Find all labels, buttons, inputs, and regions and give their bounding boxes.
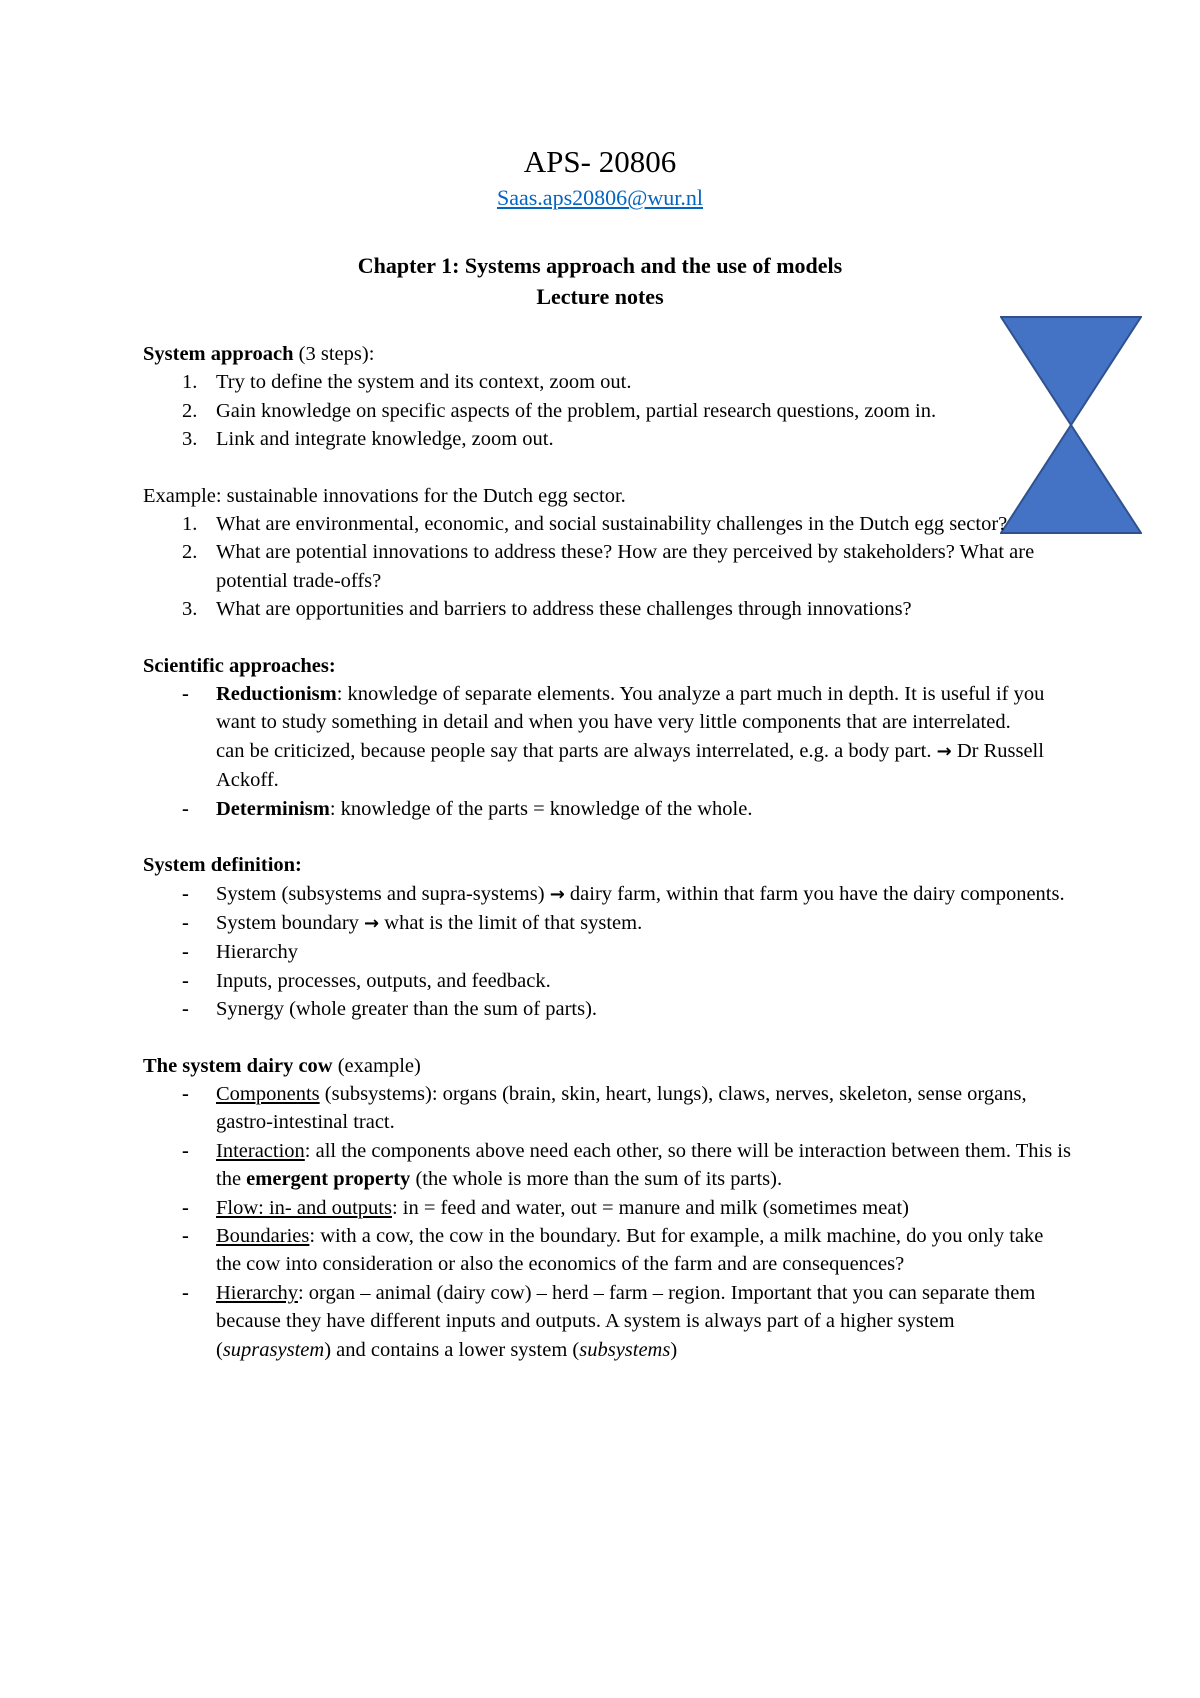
arrow-right-icon: → xyxy=(549,883,565,905)
list-item-components: - Components (subsystems): organs (brain, skin, heart, lungs), claws, nerves, skeleton, sense organs, gastro-intestinal tract. xyxy=(182,1082,1027,1134)
list-item-interaction: - Interaction: all the components above need each other, so there will be interaction between them. This is the emergent property (the whole is more than the sum of its parts). xyxy=(182,1139,1071,1191)
arrow-right-icon: → xyxy=(364,912,380,934)
chapter-heading: Chapter 1: Systems approach and the use of models xyxy=(357,253,843,278)
list-item: - Synergy (whole greater than the sum of parts). xyxy=(182,998,598,1021)
list-item-determinism: - Determinism: knowledge of the parts = knowledge of the whole. xyxy=(182,797,753,820)
document-body xyxy=(143,340,1073,1364)
dairy-cow-list xyxy=(143,1080,1073,1364)
system-definition-list xyxy=(143,880,1073,1024)
list-item: 2. Gain knowledge on specific aspects of the problem, partial research questions, zoom in. xyxy=(182,399,937,422)
list-item: 3. Link and integrate knowledge, zoom out. xyxy=(182,428,554,451)
arrow-right-icon: → xyxy=(936,740,952,762)
list-item: - System (subsystems and supra-systems) → dairy farm, within that farm you have the dairy components. xyxy=(182,882,1065,905)
list-item-boundaries: - Boundaries: with a cow, the cow in the boundary. But for example, a milk machine, do you only take the cow into consideration or also the economics of the farm and are consequences? xyxy=(182,1224,1044,1276)
example-intro: Example: sustainable innovations for the Dutch egg sector. xyxy=(143,484,626,507)
system-approach-steps xyxy=(143,368,1073,453)
example-questions xyxy=(143,510,1073,624)
list-item-flow: - Flow: in- and outputs: in = feed and water, out = manure and milk (sometimes meat) xyxy=(182,1196,909,1219)
list-item: 2. What are potential innovations to address these? How are they perceived by stakeholders? What are potential trade-offs? xyxy=(182,541,1035,592)
list-item: - Inputs, processes, outputs, and feedback. xyxy=(182,969,551,992)
list-item: 1. What are environmental, economic, and social sustainability challenges in the Dutch egg sector? xyxy=(182,513,1008,536)
list-item: 1. Try to define the system and its context, zoom out. xyxy=(182,371,632,394)
chapter-subtitle: Lecture notes xyxy=(536,284,664,309)
list-item-reductionism: - Reductionism: knowledge of separate elements. You analyze a part much in depth. It is useful if you want to study something in detail and when you have very little components that are interrelated. can be criticized, because people say that parts are always interrelated, e.g. a body part. → Dr Russell Ackoff. xyxy=(182,683,1045,792)
list-item: - System boundary → what is the limit of that system. xyxy=(182,911,643,934)
email-link[interactable]: Saas.aps20806@wur.nl xyxy=(496,185,704,210)
list-item-hierarchy: - Hierarchy: organ – animal (dairy cow) – herd – farm – region. Important that you can separate them because they have different inputs and outputs. A system is always part of a higher system (suprasystem) and contains a lower system (subsystems) xyxy=(182,1281,1036,1361)
document-title: APS- 20806 xyxy=(523,144,677,179)
scientific-approaches-heading: Scientific approaches: xyxy=(143,654,336,677)
list-item: 3. What are opportunities and barriers to address these challenges through innovations? xyxy=(182,598,912,621)
system-approach-heading: System approach (3 steps): xyxy=(143,343,375,365)
dairy-cow-heading: The system dairy cow (example) xyxy=(143,1054,421,1077)
scientific-approaches-list xyxy=(143,680,1073,823)
list-item: - Hierarchy xyxy=(182,941,298,964)
system-definition-heading: System definition: xyxy=(143,854,302,877)
